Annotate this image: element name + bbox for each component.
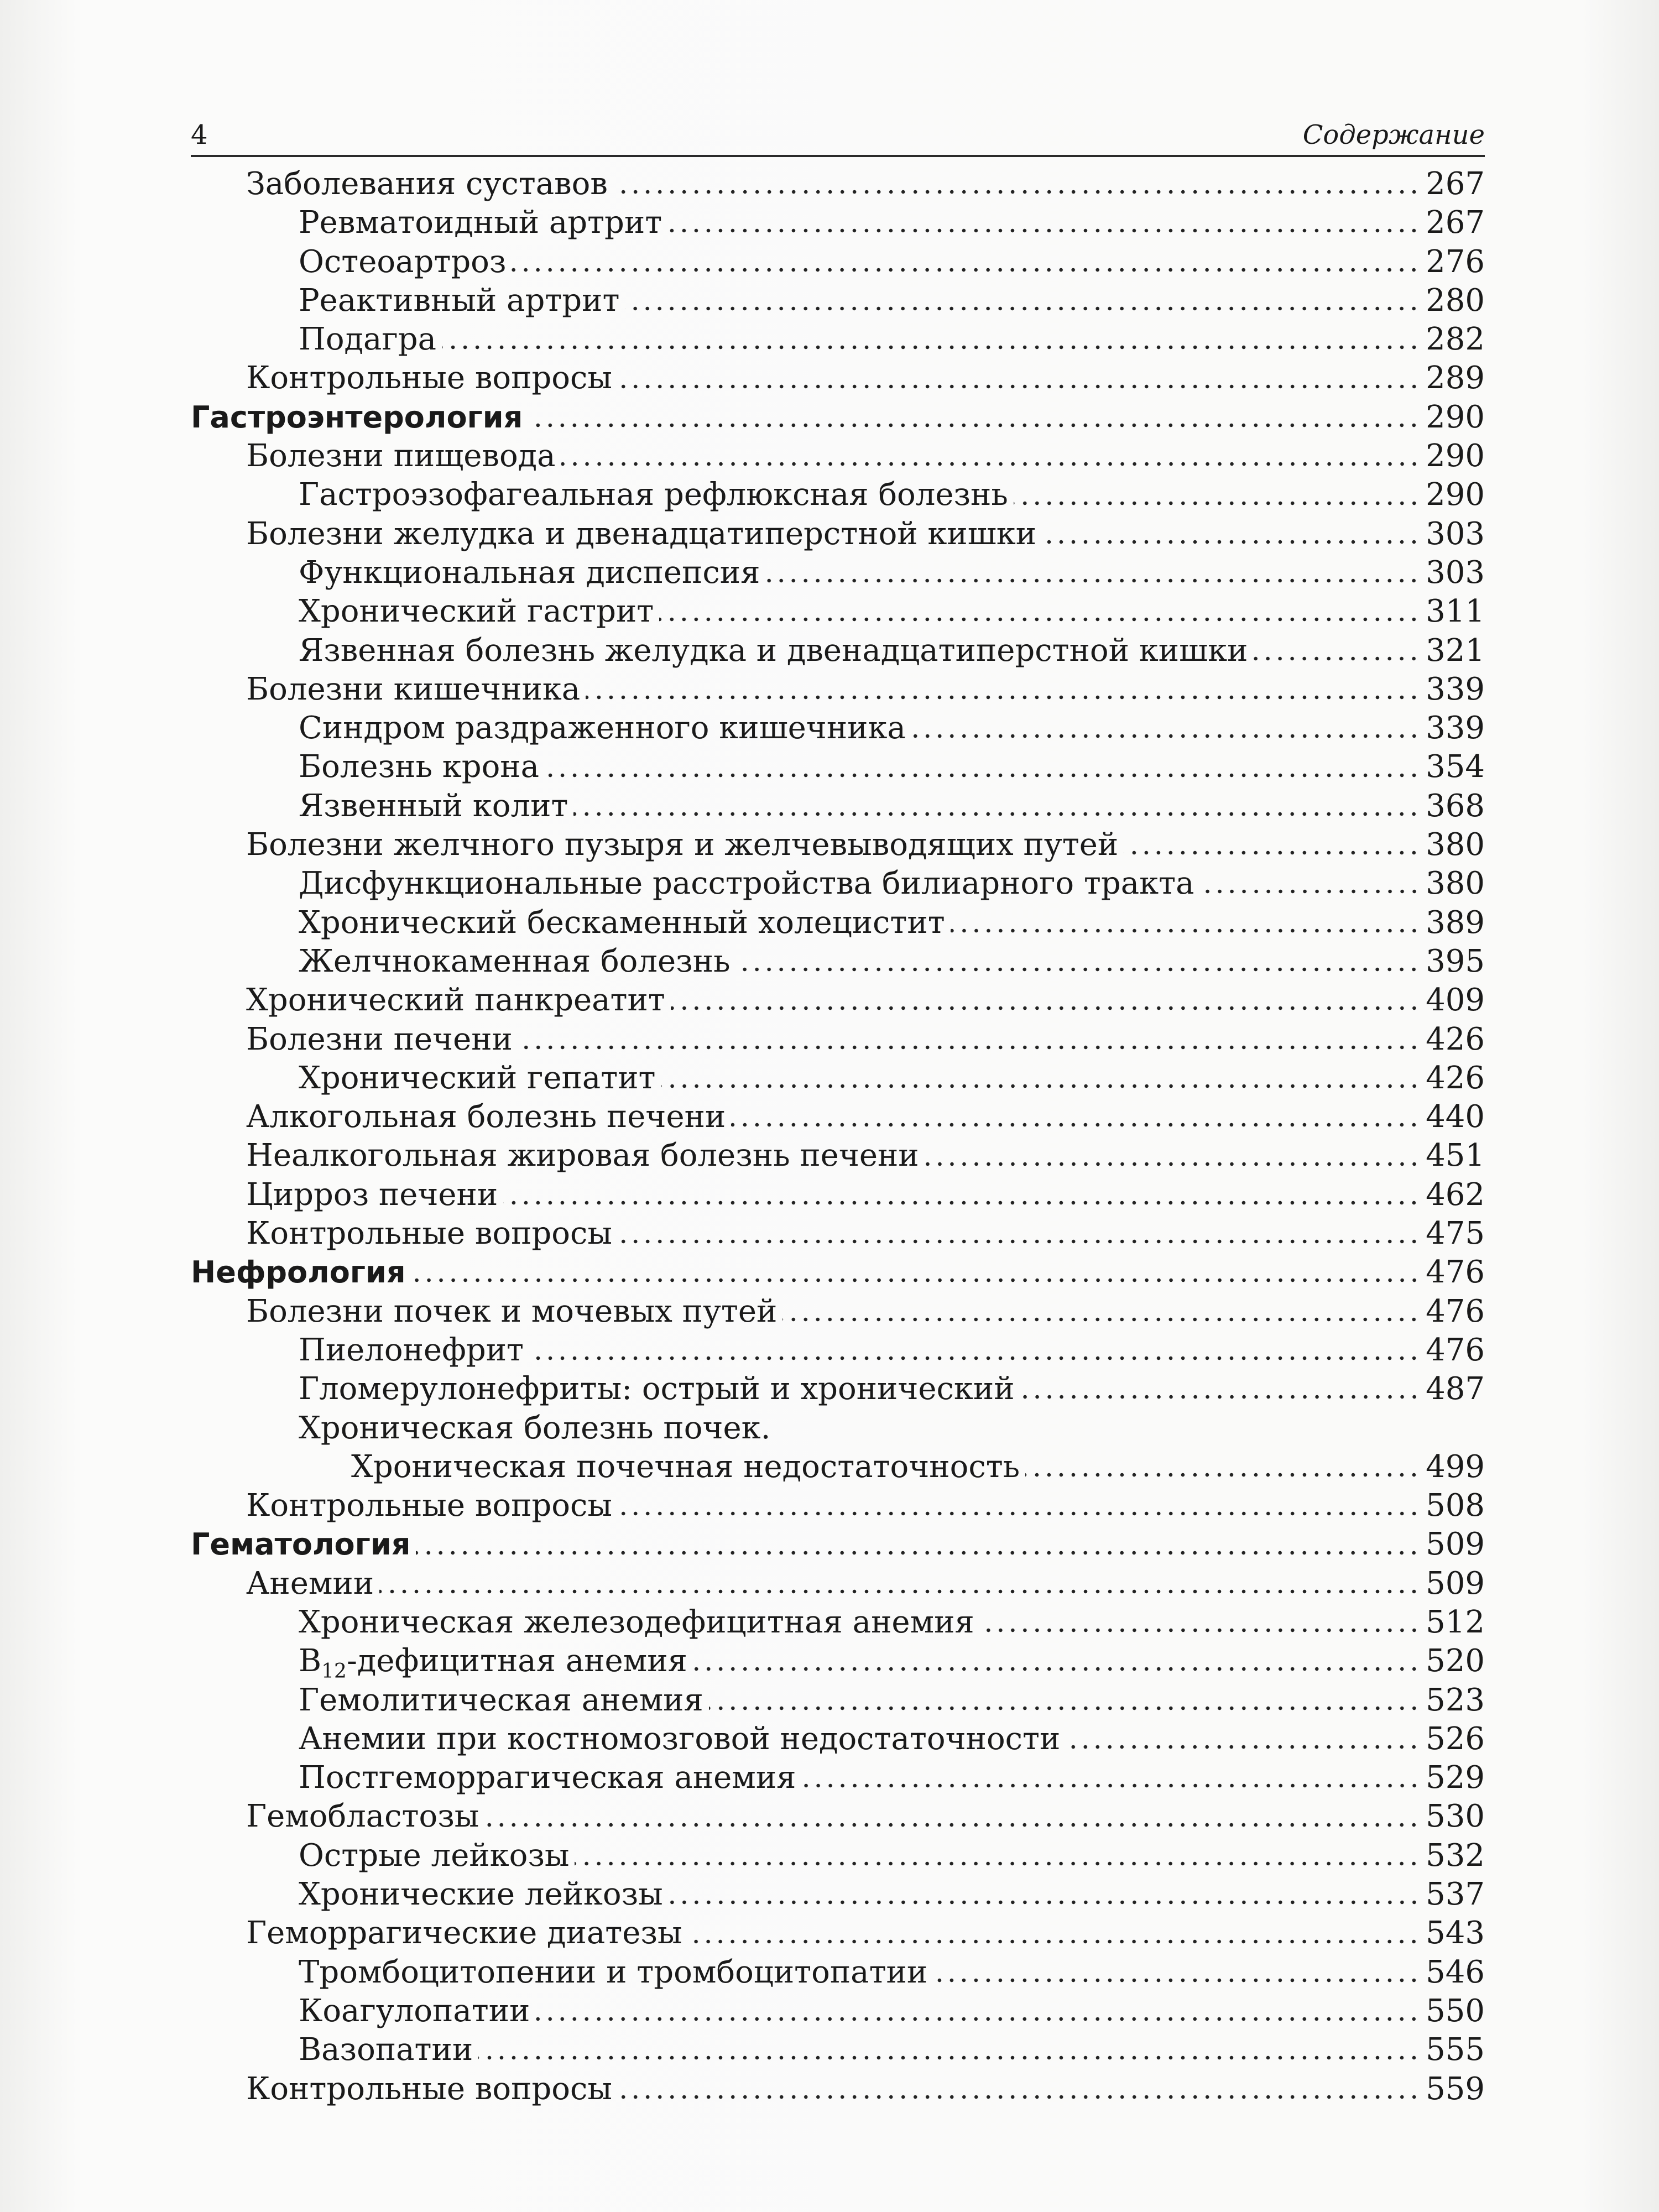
toc-entry-title-prefix: B — [299, 1643, 322, 1679]
toc-page-number: 321 — [1426, 632, 1485, 669]
toc-entry — [191, 632, 1485, 670]
toc-page-number: 311 — [1426, 593, 1485, 630]
toc-entry-title: Цирроз печени — [246, 1176, 498, 1213]
toc-page-number: 530 — [1426, 1798, 1485, 1835]
toc-entry — [191, 1098, 1485, 1136]
toc-entry-title: Гемолитическая анемия — [299, 1682, 703, 1718]
toc-page-number: 276 — [1426, 243, 1485, 280]
toc-page-number: 440 — [1426, 1099, 1485, 1135]
toc-page-number: 380 — [1426, 827, 1485, 863]
toc-page-number: 395 — [1426, 943, 1485, 979]
toc-leader-dots — [529, 1354, 1420, 1362]
toc-leader-dots — [1124, 849, 1420, 857]
toc-leader-dots — [709, 1704, 1420, 1712]
toc-entry-title: Хронические лейкозы — [299, 1876, 663, 1913]
toc-entry — [191, 1797, 1485, 1836]
toc-page-number: 280 — [1426, 282, 1485, 319]
toc-page-number: 303 — [1426, 515, 1485, 552]
toc-entry — [191, 1875, 1485, 1914]
toc-entry — [191, 476, 1485, 514]
toc-entry — [191, 204, 1485, 242]
toc-leader-dots — [669, 1898, 1420, 1906]
toc-page-number: 339 — [1426, 671, 1485, 707]
toc-entry — [191, 787, 1485, 826]
toc-entry-title: Ревматоидный артрит — [299, 205, 662, 241]
toc-leader-dots — [667, 227, 1420, 234]
toc-entry-title: Подагра — [299, 321, 436, 358]
table-of-contents — [191, 165, 1485, 2109]
toc-entry — [191, 1720, 1485, 1759]
toc-leader-dots — [484, 1821, 1420, 1829]
toc-page-number: 290 — [1426, 399, 1485, 435]
toc-leader-dots — [618, 1238, 1420, 1245]
toc-entry-title-subscript: 12 — [321, 1660, 347, 1681]
toc-entry-title: Болезни кишечника — [246, 671, 581, 707]
toc-page-number: 546 — [1426, 1954, 1485, 1990]
toc-page-number: 426 — [1426, 1021, 1485, 1057]
toc-page-number: 512 — [1426, 1604, 1485, 1640]
toc-page-number: 389 — [1426, 904, 1485, 941]
toc-entry-title: Болезни желчного пузыря и желчевыводящих путей — [246, 827, 1119, 863]
toc-entry-title: Гастроэзофагеальная рефлюксная болезнь — [299, 477, 1008, 513]
toc-entry-title: Анемии при костномозговой недостаточности — [299, 1720, 1061, 1757]
toc-entry-title: Остеоартроз — [299, 243, 507, 280]
toc-entry-title: Хронический панкреатит — [246, 982, 665, 1019]
toc-leader-dots — [575, 1860, 1420, 1867]
toc-entry-title: Болезни желудка и двенадцатиперстной кишки — [246, 515, 1037, 552]
toc-leader-dots — [687, 1938, 1420, 1945]
toc-page-number: 339 — [1426, 710, 1485, 747]
toc-entry — [191, 1370, 1485, 1408]
toc-entry-title: Коагулопатии — [299, 1992, 530, 2029]
toc-page-number: 509 — [1426, 1565, 1485, 1601]
toc-page-number: 267 — [1426, 205, 1485, 241]
toc-entry — [191, 904, 1485, 942]
toc-leader-dots — [618, 383, 1420, 390]
toc-entry-title: Тромбоцитопении и тромбоцитопатии — [299, 1954, 928, 1990]
toc-entry — [191, 1953, 1485, 1992]
toc-entry — [191, 1642, 1485, 1681]
toc-leader-dots — [442, 343, 1420, 351]
toc-entry-title: Пиелонефрит — [299, 1332, 524, 1368]
toc-section-heading — [191, 1525, 1485, 1564]
toc-entry-title: Вазопатии — [299, 2032, 473, 2068]
toc-section-heading — [191, 398, 1485, 437]
toc-entry — [191, 2070, 1485, 2109]
toc-page-number: 368 — [1426, 787, 1485, 824]
toc-entry-title: Хронический гастрит — [299, 593, 654, 630]
toc-entry-title: Контрольные вопросы — [246, 1488, 612, 1524]
toc-entry-title: Хроническая железодефицитная анемия — [299, 1604, 974, 1640]
toc-entry-title: Функциональная диспепсия — [299, 554, 760, 591]
toc-entry-title: Заболевания суставов — [246, 166, 608, 202]
toc-entry — [191, 1448, 1485, 1486]
toc-section-heading — [191, 1253, 1485, 1292]
toc-leader-dots — [1066, 1743, 1420, 1751]
toc-entry — [191, 1176, 1485, 1214]
toc-leader-dots — [411, 1276, 1421, 1284]
toc-entry — [191, 826, 1485, 864]
toc-leader-dots — [503, 1199, 1420, 1207]
toc-page-number: 499 — [1426, 1448, 1485, 1485]
toc-leader-dots — [951, 927, 1420, 935]
toc-page-number: 509 — [1426, 1526, 1485, 1563]
toc-entry — [191, 1292, 1485, 1331]
toc-leader-dots — [802, 1782, 1421, 1790]
toc-entry — [191, 1992, 1485, 2031]
toc-entry — [191, 1759, 1485, 1797]
toc-page-number: 426 — [1426, 1060, 1485, 1096]
toc-entry — [191, 165, 1485, 204]
page-number: 4 — [191, 119, 208, 150]
toc-entry-title: Болезни печени — [246, 1021, 513, 1057]
toc-page-number: 282 — [1426, 321, 1485, 358]
toc-entry-title: Гломерулонефриты: острый и хронический — [299, 1371, 1015, 1407]
toc-page-number: 290 — [1426, 477, 1485, 513]
toc-leader-dots — [782, 1316, 1420, 1323]
toc-page-number: 508 — [1426, 1488, 1485, 1524]
toc-leader-dots — [625, 305, 1420, 312]
toc-page-number: 303 — [1426, 554, 1485, 591]
toc-page-number: 409 — [1426, 982, 1485, 1019]
toc-entry — [191, 864, 1485, 903]
toc-entry-title: Геморрагические диатезы — [246, 1915, 682, 1952]
toc-page-number: 529 — [1426, 1760, 1485, 1796]
toc-page-number: 380 — [1426, 865, 1485, 902]
toc-entry-title: Хронический гепатит — [299, 1060, 656, 1096]
toc-leader-dots — [661, 1082, 1421, 1090]
toc-entry-title — [299, 1642, 687, 1681]
toc-leader-dots — [1020, 1393, 1421, 1401]
toc-entry — [191, 437, 1485, 476]
toc-entry-title: Хроническая почечная недостаточность — [351, 1448, 1020, 1485]
toc-entry — [191, 2031, 1485, 2069]
toc-entry — [191, 1681, 1485, 1720]
toc-entry — [191, 320, 1485, 359]
toc-leader-dots — [535, 2015, 1420, 2023]
toc-leader-dots — [379, 1588, 1420, 1595]
toc-leader-dots — [659, 615, 1420, 623]
toc-leader-dots — [735, 966, 1420, 973]
toc-leader-dots — [613, 188, 1420, 196]
toc-page-number: 476 — [1426, 1332, 1485, 1368]
toc-leader-dots — [573, 810, 1420, 818]
toc-entry — [191, 359, 1485, 398]
toc-entry-title: Анемии — [246, 1565, 374, 1601]
toc-leader-dots — [1014, 499, 1420, 507]
toc-entry — [191, 1603, 1485, 1642]
toc-entry-title: Болезни пищевода — [246, 438, 556, 474]
toc-leader-dots — [416, 1549, 1420, 1557]
toc-page-number: 523 — [1426, 1682, 1485, 1718]
toc-entry-title: Язвенная болезнь желудка и двенадцатиперстной кишки — [299, 632, 1248, 669]
toc-entry — [191, 709, 1485, 748]
toc-entry — [191, 748, 1485, 786]
toc-entry-title: Контрольные вопросы — [246, 360, 612, 397]
toc-page-number: 555 — [1426, 2032, 1485, 2068]
toc-page-number: 559 — [1426, 2070, 1485, 2107]
toc-page-number: 520 — [1426, 1643, 1485, 1679]
toc-entry — [191, 515, 1485, 554]
toc-entry-title: Болезни почек и мочевых путей — [246, 1293, 778, 1329]
toc-entry — [191, 942, 1485, 981]
toc-leader-dots — [1025, 1471, 1420, 1479]
toc-entry-title: Контрольные вопросы — [246, 1215, 612, 1252]
toc-leader-dots — [478, 2054, 1420, 2062]
toc-leader-dots — [925, 1160, 1420, 1168]
toc-entry — [191, 1136, 1485, 1175]
toc-entry-title: Гематология — [191, 1527, 411, 1562]
toc-leader-dots — [911, 732, 1420, 740]
toc-page-number: 476 — [1426, 1254, 1485, 1291]
toc-leader-dots — [693, 1665, 1420, 1673]
toc-entry — [191, 243, 1485, 281]
toc-entry — [191, 1564, 1485, 1603]
toc-entry — [191, 1409, 1485, 1448]
toc-entry-title: Хроническая болезнь почек. — [299, 1410, 771, 1446]
toc-entry-title: Алкогольная болезнь печени — [246, 1099, 726, 1135]
toc-leader-dots — [933, 1976, 1420, 1984]
toc-leader-dots — [731, 1121, 1420, 1129]
toc-entry — [191, 592, 1485, 631]
toc-page-number: 550 — [1426, 1992, 1485, 2029]
toc-page-number: 487 — [1426, 1371, 1485, 1407]
toc-entry-title: Болезнь крона — [299, 749, 540, 785]
toc-leader-dots — [545, 771, 1420, 779]
toc-entry-title: Синдром раздраженного кишечника — [299, 710, 906, 747]
toc-entry — [191, 670, 1485, 709]
toc-entry-title: Постгеморрагическая анемия — [299, 1760, 796, 1796]
running-title: Содержание — [1302, 119, 1485, 150]
toc-leader-dots — [528, 421, 1420, 429]
page-header — [191, 105, 1485, 157]
toc-entry-title: Дисфункциональные расстройства билиарного тракта — [299, 865, 1194, 902]
toc-page-number: 537 — [1426, 1876, 1485, 1913]
toc-page-number: 267 — [1426, 166, 1485, 202]
toc-page-number: 354 — [1426, 749, 1485, 785]
toc-leader-dots — [618, 2093, 1420, 2101]
toc-entry-title: Хронический бескаменный холецистит — [299, 904, 945, 941]
toc-entry-title: Язвенный колит — [299, 787, 568, 824]
toc-leader-dots — [980, 1626, 1420, 1634]
toc-page-number: 451 — [1426, 1138, 1485, 1174]
toc-entry-title-text: -дефицитная анемия — [346, 1643, 687, 1679]
toc-page-number: 543 — [1426, 1915, 1485, 1952]
toc-entry — [191, 1837, 1485, 1875]
toc-entry — [191, 1059, 1485, 1098]
toc-leader-dots — [512, 266, 1420, 274]
toc-entry-title: Реактивный артрит — [299, 282, 620, 319]
toc-leader-dots — [1042, 538, 1420, 546]
toc-page-number: 526 — [1426, 1720, 1485, 1757]
toc-leader-dots — [586, 693, 1420, 701]
toc-entry — [191, 1914, 1485, 1953]
toc-entry — [191, 281, 1485, 320]
toc-page-number: 475 — [1426, 1215, 1485, 1252]
toc-entry — [191, 554, 1485, 592]
toc-leader-dots — [671, 1004, 1420, 1012]
toc-entry — [191, 1214, 1485, 1253]
toc-page-number: 289 — [1426, 360, 1485, 397]
toc-leader-dots — [518, 1044, 1420, 1051]
toc-entry-title: Гемобластозы — [246, 1798, 479, 1835]
toc-entry-title: Неалкогольная жировая болезнь печени — [246, 1138, 919, 1174]
toc-entry — [191, 1331, 1485, 1370]
toc-leader-dots — [1253, 655, 1420, 662]
toc-page-number: 290 — [1426, 438, 1485, 474]
toc-page-number: 532 — [1426, 1837, 1485, 1874]
toc-entry — [191, 981, 1485, 1020]
toc-entry — [191, 1486, 1485, 1525]
toc-leader-dots — [618, 1510, 1420, 1517]
toc-entry-title: Контрольные вопросы — [246, 2070, 612, 2107]
toc-entry-title: Желчнокаменная болезнь — [299, 943, 731, 979]
toc-leader-dots — [765, 577, 1420, 585]
toc-entry-title: Гастроэнтерология — [191, 399, 523, 435]
toc-leader-dots — [1200, 888, 1421, 895]
toc-entry-title: Острые лейкозы — [299, 1837, 570, 1874]
toc-entry — [191, 1020, 1485, 1059]
toc-page-number: 462 — [1426, 1176, 1485, 1213]
toc-leader-dots — [561, 460, 1421, 468]
toc-entry-title: Нефрология — [191, 1255, 406, 1290]
toc-page-number: 476 — [1426, 1293, 1485, 1329]
